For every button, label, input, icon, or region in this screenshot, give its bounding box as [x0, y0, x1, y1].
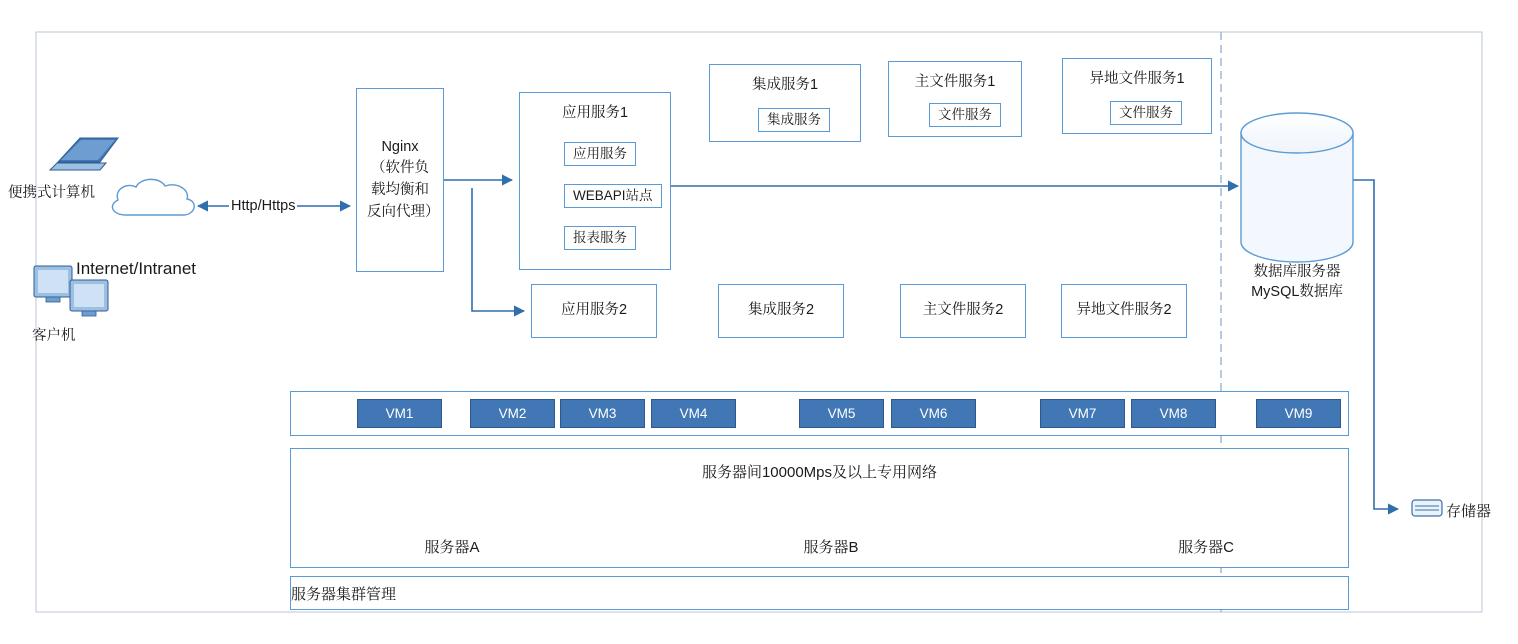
remote-file-service-1-title: 异地文件服务1 [1089, 71, 1185, 87]
main-file-service-label: 文件服务 [929, 103, 1001, 127]
database-cylinder-icon [1241, 113, 1353, 262]
remote-file-service-2-label: 异地文件服务2 [1076, 302, 1172, 319]
integration-service-1-title: 集成服务1 [751, 77, 819, 93]
app-service-2-box[interactable] [531, 284, 657, 338]
cluster-band [290, 576, 1349, 610]
remote-file-service-label: 文件服务 [1110, 101, 1182, 125]
vm-8-label: VM8 [1159, 406, 1188, 421]
app-service-2-label: 应用服务2 [560, 302, 628, 319]
globe-server-icon [893, 105, 923, 125]
server-c-label: 服务器C [1178, 539, 1234, 556]
app1-service-label-3: 报表服务 [564, 226, 636, 250]
app1-service-label-1: 应用服务 [564, 142, 636, 166]
vm-7[interactable] [1040, 399, 1125, 428]
database-caption-line2: MySQL数据库 [1251, 283, 1343, 300]
main-file-service-row[interactable] [893, 103, 1001, 127]
vm-4-label: VM4 [679, 406, 708, 421]
storage-icon [1412, 500, 1442, 516]
vm-5[interactable] [799, 399, 884, 428]
globe-server-icon [722, 110, 752, 130]
cluster-band-label: 服务器集群管理 [291, 585, 397, 603]
remote-file-service-2-box[interactable] [1061, 284, 1187, 338]
database-caption-line1: 数据库服务器 [1253, 264, 1341, 280]
main-file-service-2-box[interactable] [900, 284, 1026, 338]
integration-service-label: 集成服务 [758, 108, 830, 132]
app1-service-row-1[interactable] [528, 142, 636, 166]
main-file-service-2-label: 主文件服务2 [922, 302, 1004, 319]
storage-label: 存储器 [1446, 503, 1492, 520]
globe-server-icon [528, 228, 558, 248]
vm-1-label: VM1 [385, 406, 414, 421]
vm-7-label: VM7 [1068, 406, 1097, 421]
globe-server-icon [528, 144, 558, 164]
integration-service-2-box[interactable] [718, 284, 844, 338]
vm-6-label: VM6 [919, 406, 948, 421]
database-caption [1207, 263, 1387, 302]
nginx-label: Nginx（软件负载均衡和反向代理） [367, 138, 440, 220]
server-a-label: 服务器A [424, 539, 480, 556]
vm-6[interactable] [891, 399, 976, 428]
vm-2-label: VM2 [498, 406, 527, 421]
server-b-label: 服务器B [803, 539, 859, 556]
network-label: Internet/Intranet [76, 259, 197, 278]
app1-service-row-2[interactable] [528, 184, 662, 208]
network-band-title: 服务器间10000Mps及以上专用网络 [701, 464, 938, 481]
globe-server-icon [528, 186, 558, 206]
laptop-label: 便携式计算机 [8, 185, 95, 201]
vm-9-label: VM9 [1284, 406, 1313, 421]
globe-server-icon [1074, 103, 1104, 123]
protocol-label: Http/Https [231, 198, 296, 214]
vm-1[interactable] [357, 399, 442, 428]
laptop-icon [50, 138, 118, 170]
vm-2[interactable] [470, 399, 555, 428]
integration-service-row[interactable] [722, 108, 830, 132]
vm-8[interactable] [1131, 399, 1216, 428]
vm-3[interactable] [560, 399, 645, 428]
app1-service-row-3[interactable] [528, 226, 636, 250]
integration-service-2-label: 集成服务2 [747, 302, 815, 319]
vm-5-label: VM5 [827, 406, 856, 421]
vm-9[interactable] [1256, 399, 1341, 428]
app-service-1-title: 应用服务1 [561, 105, 629, 121]
app1-service-label-2: WEBAPI站点 [564, 184, 662, 208]
main-file-service-1-title: 主文件服务1 [914, 74, 996, 90]
client-label: 客户机 [32, 328, 76, 344]
cloud-icon [112, 179, 194, 215]
remote-file-service-row[interactable] [1074, 101, 1182, 125]
vm-3-label: VM3 [588, 406, 617, 421]
nginx-node[interactable] [356, 88, 444, 272]
vm-4[interactable] [651, 399, 736, 428]
